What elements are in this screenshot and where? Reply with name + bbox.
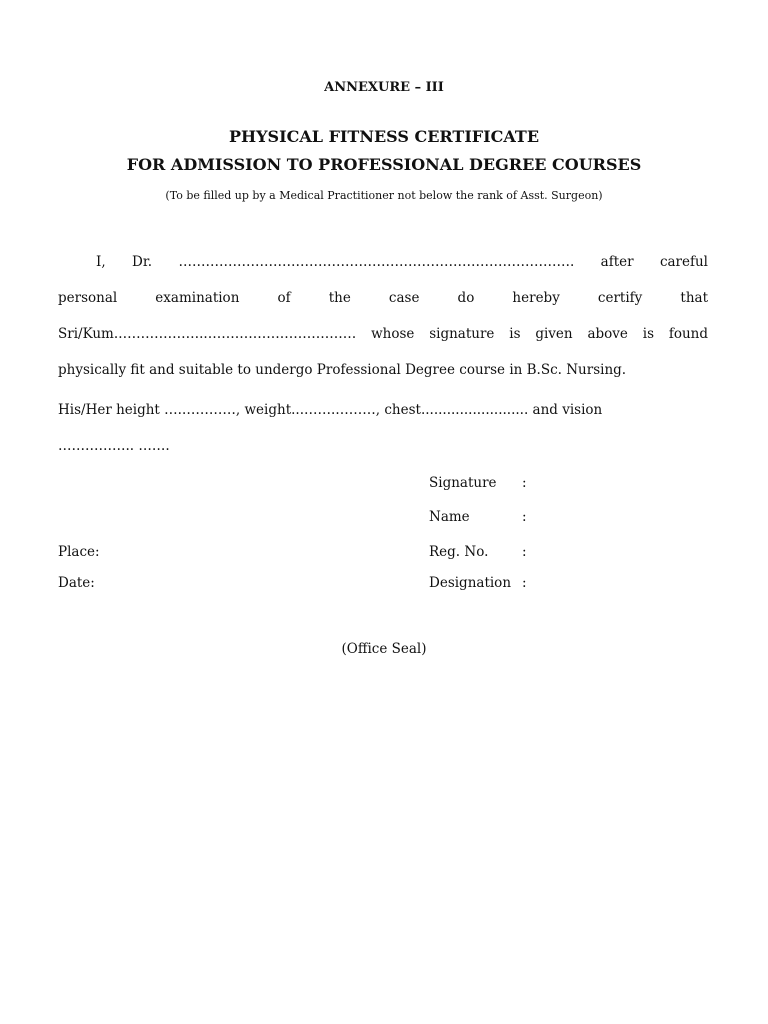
office-seal-label: (Office Seal) bbox=[341, 641, 427, 657]
body-line-doctor: I, Dr. ……………………………………………………………………………. after careful bbox=[96, 254, 708, 270]
certificate-subtitle: FOR ADMISSION TO PROFESSIONAL DEGREE COURSES bbox=[126, 155, 642, 174]
signature-colon: : bbox=[522, 475, 527, 491]
certificate-title: PHYSICAL FITNESS CERTIFICATE bbox=[228, 127, 540, 146]
reg-no-colon: : bbox=[522, 544, 527, 560]
name-colon: : bbox=[522, 509, 527, 525]
body-line-fitness: physically fit and suitable to undergo Professional Degree course in B.Sc. Nursing. bbox=[58, 362, 627, 378]
body-line-examination: personal examination of the case do hereby certify that bbox=[58, 290, 708, 306]
name-label: Name bbox=[429, 509, 470, 525]
body-line-vision: …………….. ……. bbox=[58, 438, 170, 454]
instruction-note: (To be filled up by a Medical Practitioner not below the rank of Asst. Surgeon) bbox=[165, 189, 603, 202]
place-label: Place: bbox=[58, 544, 100, 560]
body-line-measurements: His/Her height ….…………, weight...…….………, chest......................... and vision bbox=[58, 402, 603, 418]
designation-colon: : bbox=[522, 575, 527, 591]
signature-label: Signature bbox=[429, 475, 497, 491]
date-label: Date: bbox=[58, 575, 95, 591]
annexure-heading: ANNEXURE – III bbox=[324, 80, 444, 95]
reg-no-label: Reg. No. bbox=[429, 544, 489, 560]
designation-label: Designation bbox=[429, 575, 512, 591]
body-line-candidate: Sri/Kum.………………..…………………………… whose signature is given above is found bbox=[58, 326, 708, 342]
